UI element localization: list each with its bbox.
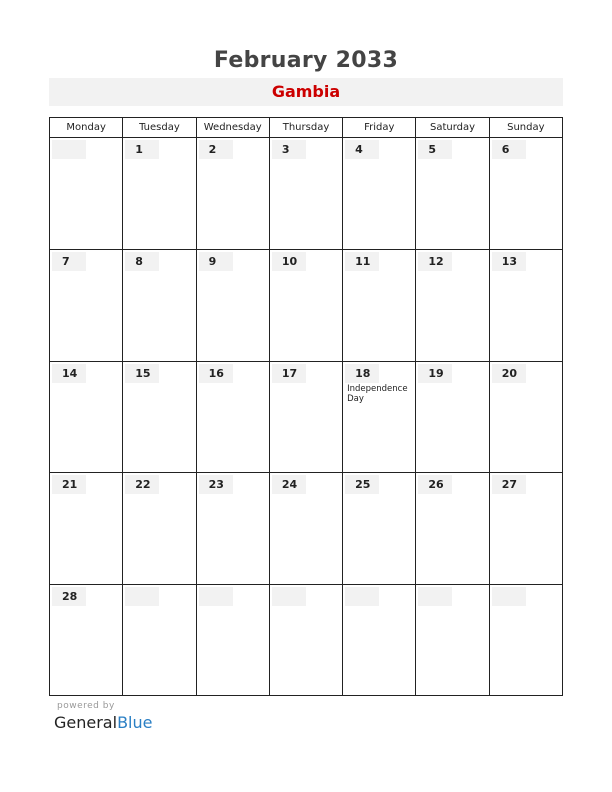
day-cell[interactable] [269,138,342,249]
day-number: 15 [125,364,159,383]
day-cell[interactable] [415,473,488,583]
day-cell[interactable] [489,138,562,249]
brand-logo[interactable] [54,713,152,732]
day-cell[interactable] [122,585,195,695]
day-number: 18 [345,364,379,383]
day-number: 25 [345,475,379,494]
brand-blue: Blue [117,713,153,732]
day-cell[interactable] [50,473,122,583]
day-number: 17 [272,364,306,383]
day-number: 2 [199,140,233,159]
day-number: 23 [199,475,233,494]
day-number: 10 [272,252,306,271]
day-number [272,587,306,606]
day-number: 6 [492,140,526,159]
day-number [418,587,452,606]
day-number [125,587,159,606]
day-number: 28 [52,587,86,606]
day-cell[interactable] [50,362,122,472]
day-cell[interactable] [50,585,122,695]
day-number: 16 [199,364,233,383]
day-cell[interactable] [122,138,195,249]
weekday-header: Friday [342,118,415,137]
day-cell[interactable] [269,473,342,583]
day-cell[interactable] [196,250,269,360]
day-cell[interactable] [122,362,195,472]
week-row [50,361,562,472]
day-number: 20 [492,364,526,383]
day-cell[interactable] [50,250,122,360]
day-cell[interactable] [489,585,562,695]
day-number [492,587,526,606]
weekday-header: Monday [66,122,106,133]
day-cell[interactable] [489,362,562,472]
day-cell[interactable] [489,473,562,583]
day-number: 8 [125,252,159,271]
weeks-container [50,138,562,695]
country-label: Gambia [49,78,563,106]
day-cell[interactable] [196,362,269,472]
day-number: 1 [125,140,159,159]
day-number: 5 [418,140,452,159]
day-number: 12 [418,252,452,271]
day-cell[interactable] [415,362,488,472]
week-row [50,249,562,360]
day-cell[interactable] [415,138,488,249]
day-cell[interactable] [342,585,415,695]
week-row [50,584,562,695]
day-cell[interactable] [269,362,342,472]
day-cell[interactable] [196,138,269,249]
day-number: 7 [52,252,86,271]
day-cell[interactable] [196,585,269,695]
weekday-header: Wednesday [196,118,269,137]
day-number: 3 [272,140,306,159]
day-cell[interactable] [122,250,195,360]
day-number: 21 [52,475,86,494]
day-cell[interactable] [269,250,342,360]
day-cell[interactable] [269,585,342,695]
day-number: 13 [492,252,526,271]
day-cell[interactable] [489,250,562,360]
holiday-event: Independence Day [347,383,408,404]
day-number [199,587,233,606]
day-number: 27 [492,475,526,494]
day-cell[interactable] [50,138,122,249]
weekday-header: Sunday [489,118,562,137]
weekday-header-row [50,118,562,138]
day-cell[interactable] [342,473,415,583]
week-row [50,138,562,249]
brand-general: General [54,713,118,732]
day-number: 26 [418,475,452,494]
day-number: 4 [345,140,379,159]
day-number: 22 [125,475,159,494]
calendar-title: February 2033 [213,48,399,73]
day-cell[interactable] [415,585,488,695]
day-cell[interactable] [122,473,195,583]
day-cell[interactable] [415,250,488,360]
day-number [52,140,86,159]
week-row [50,472,562,583]
weekday-header: Tuesday [122,118,195,137]
day-cell[interactable] [342,138,415,249]
weekday-header: Saturday [415,118,488,137]
day-number: 24 [272,475,306,494]
day-number: 11 [345,252,379,271]
day-cell[interactable] [342,250,415,360]
calendar-grid [49,117,563,696]
day-cell[interactable] [196,473,269,583]
weekday-header: Thursday [269,118,342,137]
day-number [345,587,379,606]
day-cell[interactable] [342,362,415,472]
day-number: 14 [52,364,86,383]
powered-by-text: powered by [57,701,115,711]
day-number: 19 [418,364,452,383]
day-number: 9 [199,252,233,271]
